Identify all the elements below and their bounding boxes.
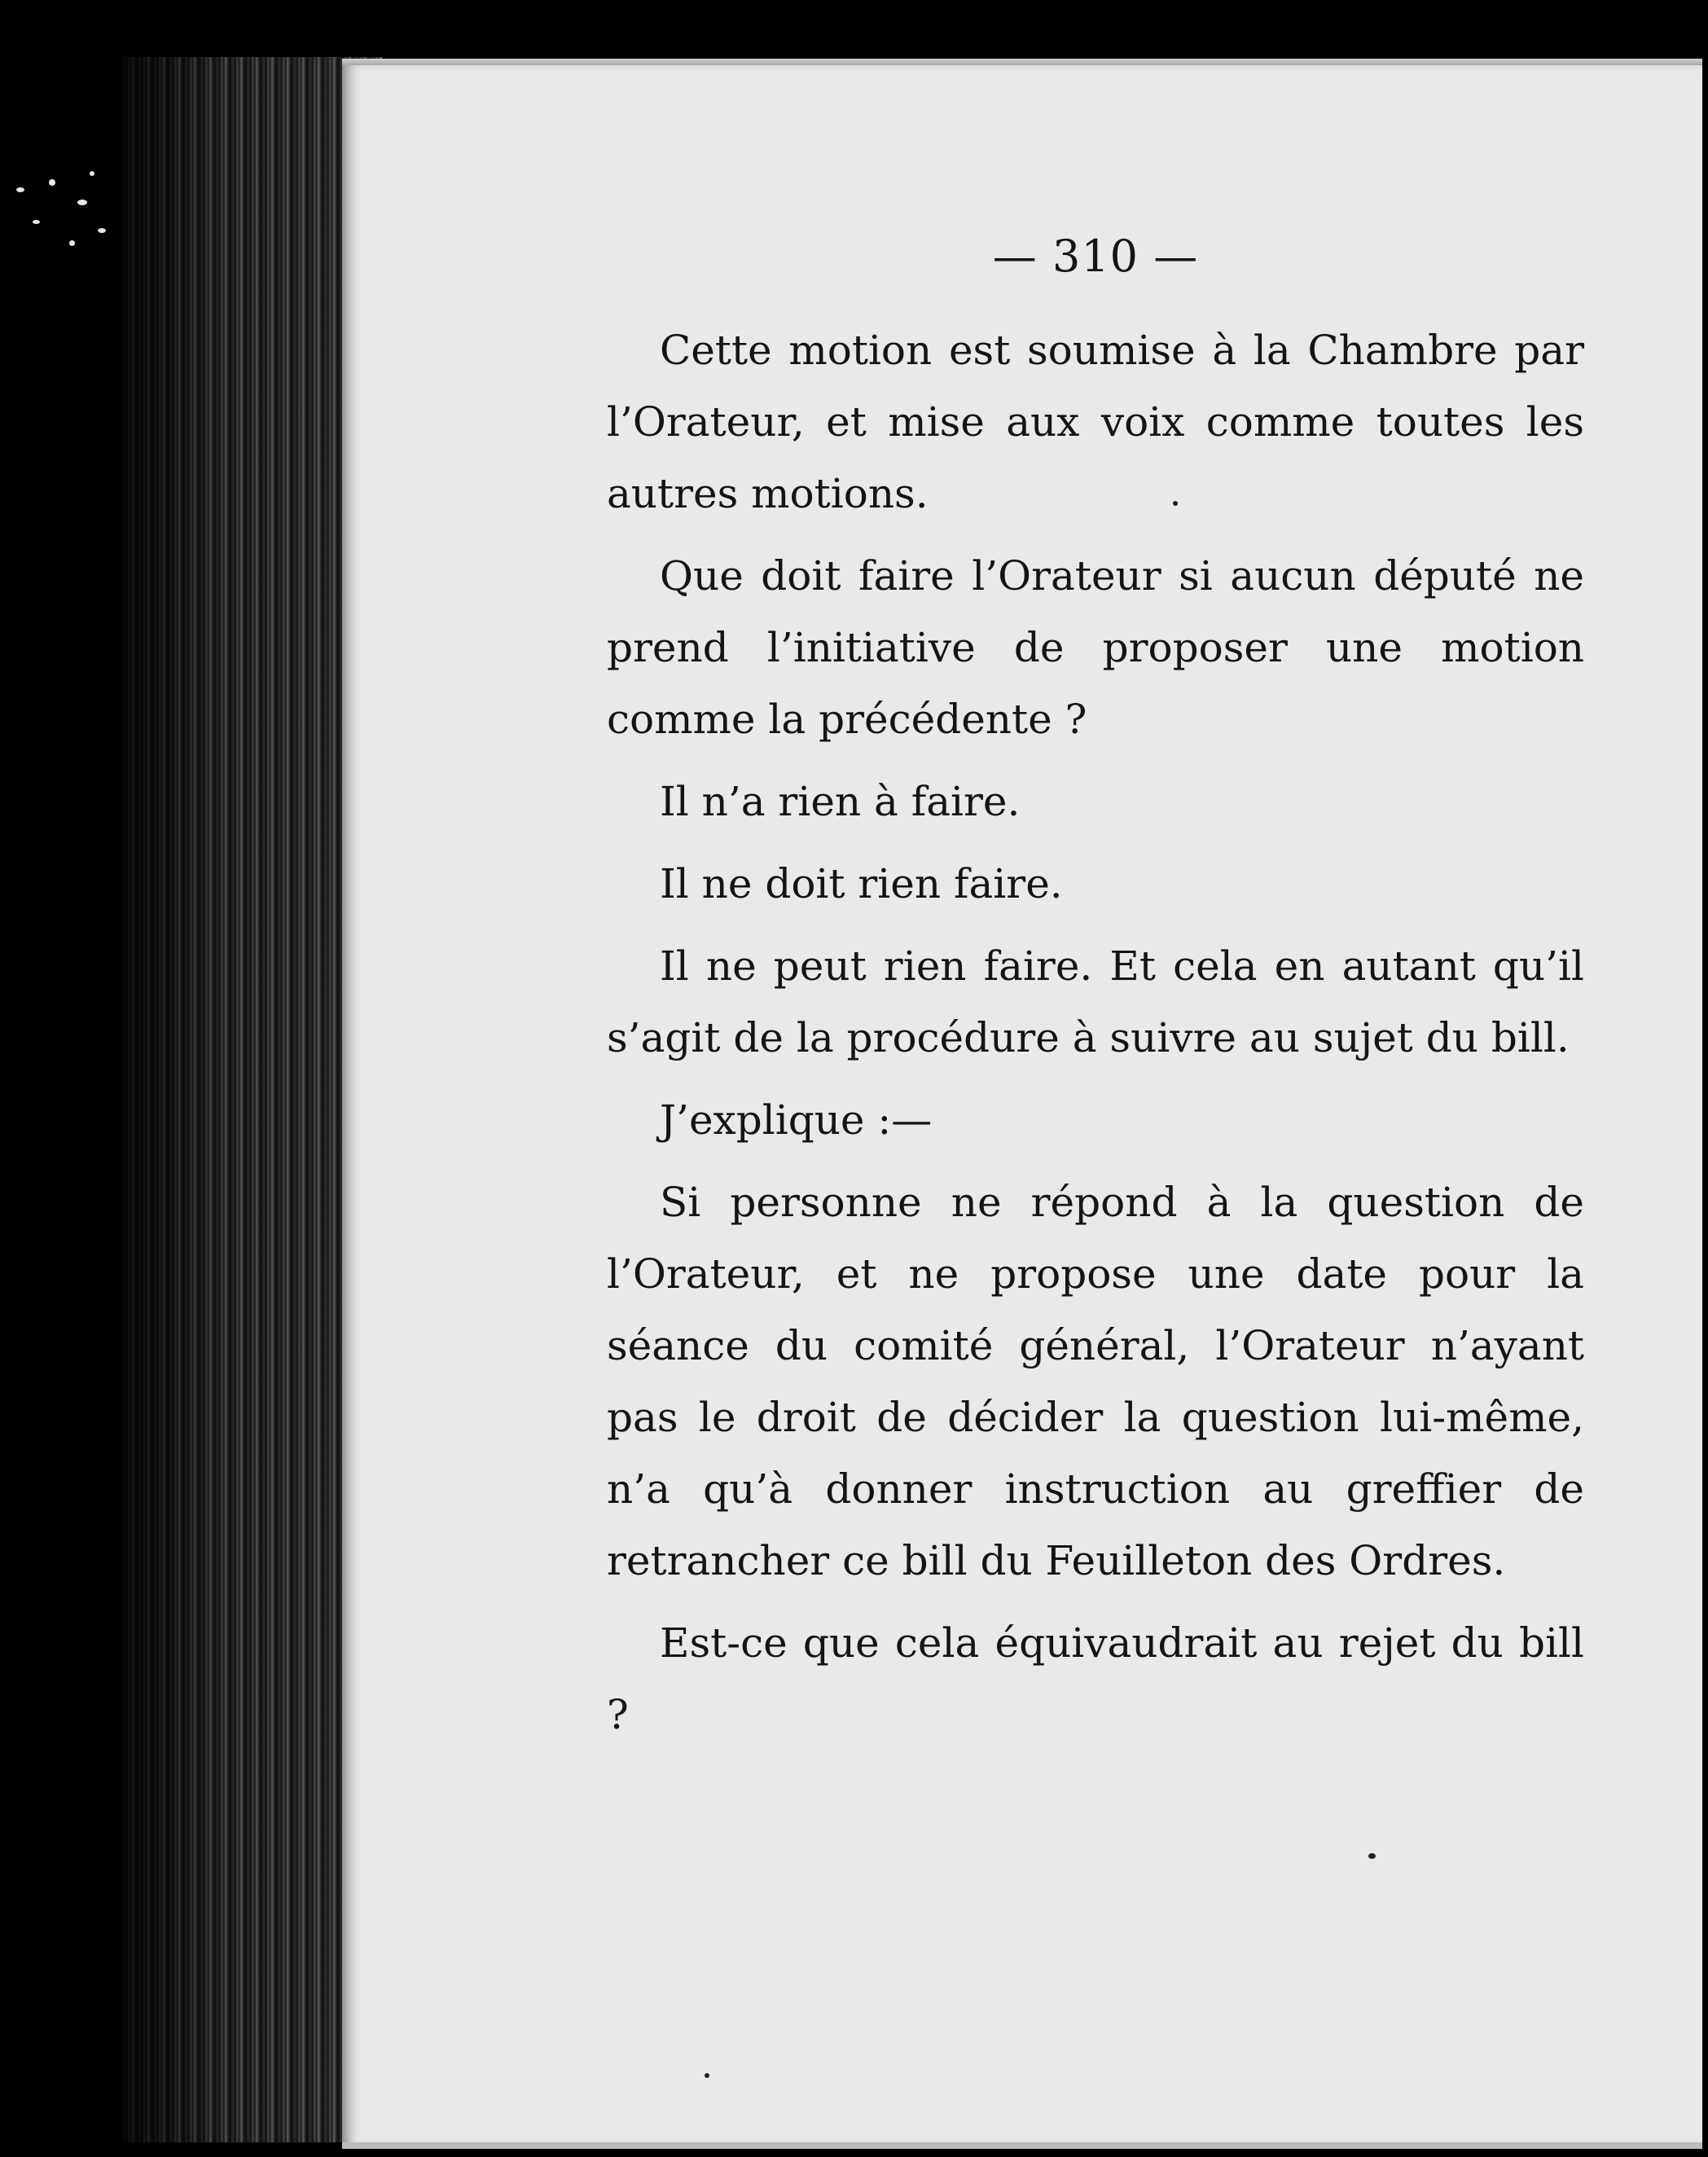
- paragraph: Il ne doit rien faire.: [660, 860, 1063, 907]
- speck: [90, 171, 94, 176]
- paragraph: Que doit faire l’Orateur si aucun député ne prend l’initiative de proposer une motion comme la précédente ?: [607, 552, 1584, 743]
- speck: [33, 220, 40, 224]
- paragraph: Cette motion est soumise à la Chambre par l’Orateur, et mise aux voix comme toutes les autres motions.: [607, 327, 1584, 517]
- paragraph: J’explique :—: [660, 1096, 933, 1144]
- scan-specks: [0, 163, 122, 326]
- speck: [49, 179, 55, 186]
- paragraph: Il n’a rien à faire.: [660, 778, 1021, 825]
- paragraph: Si personne ne répond à la question de l’Orateur, et ne propose une date pour la séance du comité général, l’Orateur n’ayant pas le droit de décider la question lui-même, n’a qu’à donner instruction au greffier de retrancher ce bill du Feuilleton des Ordres.: [607, 1179, 1584, 1584]
- speck: [77, 200, 87, 205]
- paragraph: Est-ce que cela équivaudrait au rejet du bill ?: [607, 1619, 1584, 1738]
- speck: [98, 228, 106, 233]
- page-text: [607, 220, 1584, 1761]
- page-number: — 310 —: [992, 231, 1199, 282]
- ink-speck: [1368, 1853, 1376, 1859]
- page-bottom-edge: [342, 2142, 1702, 2149]
- ink-speck: [705, 2073, 709, 2078]
- paragraph: Il ne peut rien faire. Et cela en autant qu’il s’agit de la procédure à suivre au sujet du bill.: [607, 942, 1584, 1061]
- speck: [16, 187, 24, 192]
- speck: [69, 240, 75, 246]
